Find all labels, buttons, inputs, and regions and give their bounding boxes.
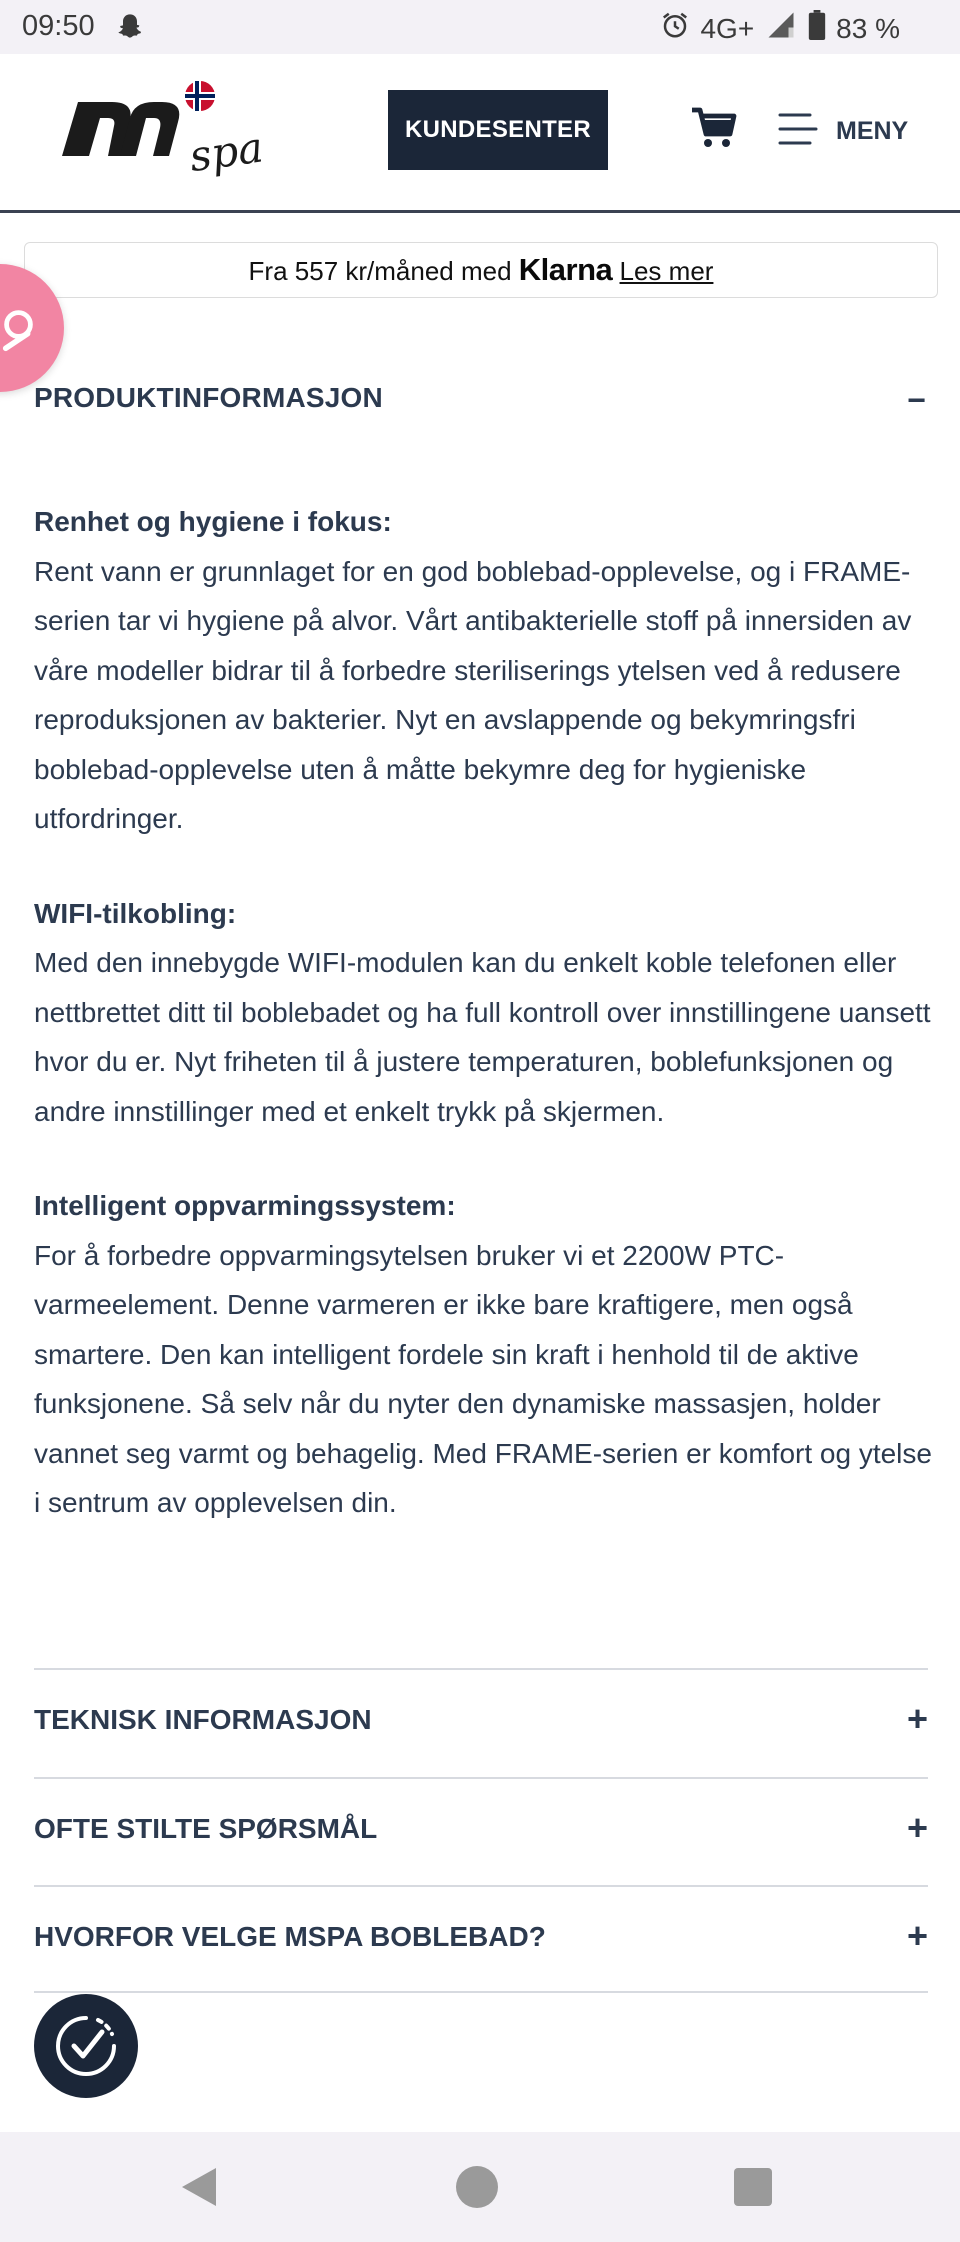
accordion-hvorfor-velge-mspa[interactable] <box>34 1885 928 1993</box>
cart-icon[interactable] <box>690 106 738 155</box>
signal-icon <box>764 10 798 47</box>
menu-label: MENY <box>836 117 909 145</box>
accordion-label: HVORFOR VELGE MSPA BOBLEBAD? <box>34 1921 546 1952</box>
section-heading: Renhet og hygiene i fokus: <box>34 506 392 537</box>
cookie-consent-icon <box>52 2012 120 2080</box>
back-icon[interactable] <box>180 2166 218 2213</box>
accordion-teknisk-informasjon[interactable] <box>34 1668 928 1776</box>
expand-icon: + <box>906 1807 928 1848</box>
recents-icon[interactable] <box>734 2168 772 2206</box>
menu-toggle[interactable] <box>778 112 908 151</box>
snapchat-ghost-icon <box>116 12 144 45</box>
klarna-price: Fra 557 kr/måned med <box>248 256 512 286</box>
menu-lines-icon <box>778 112 818 151</box>
expand-icon: + <box>906 1915 928 1956</box>
section-body: Rent vann er grunnlaget for en god boblebad-opplevelse, og i FRAME-serien tar vi hygiene på alvor. Vårt antibakterielle stoff på innersiden av våre modeller bidrar til å forbedre steriliserings ytelsen ved å redusere reproduksjonen av bakterier. Nyt en avslappende og bekymringsfri boblebad-opplevelse uten å måtte bekymre deg for hygieniske utfordringer. <box>34 555 912 834</box>
search-icon <box>2 308 46 352</box>
produktinformasjon-title: PRODUKTINFORMASJON <box>34 382 383 413</box>
norway-flag-icon <box>185 81 215 111</box>
accordion-label: TEKNISK INFORMASJON <box>34 1704 372 1735</box>
accordion-label: OFTE STILTE SPØRSMÅL <box>34 1813 378 1844</box>
kundesenter-button[interactable]: KUNDESENTER <box>388 90 608 170</box>
battery-level: 83 % <box>836 12 900 44</box>
home-icon[interactable] <box>456 2166 498 2208</box>
section-heading: Intelligent oppvarmingssystem: <box>34 1190 456 1221</box>
klarna-read-more-link[interactable]: Les mer <box>619 256 714 286</box>
battery-icon <box>808 10 826 47</box>
klarna-banner <box>24 242 938 298</box>
expand-icon: + <box>906 1698 928 1739</box>
accordion-ofte-stilte-sporsmal[interactable] <box>34 1777 928 1885</box>
system-nav-bar <box>0 2132 960 2242</box>
klarna-logo: Klarna <box>518 252 613 287</box>
accordion-divider <box>34 1991 928 1993</box>
mspa-logo[interactable] <box>54 76 294 191</box>
product-description <box>34 497 934 1573</box>
status-time: 09:50 <box>22 10 95 42</box>
cookie-consent-button[interactable] <box>34 1994 138 2098</box>
section-heading: WIFI-tilkobling: <box>34 897 237 929</box>
site-header <box>0 54 960 213</box>
alarm-icon <box>660 10 690 47</box>
network-type: 4G+ <box>700 12 755 44</box>
status-bar <box>0 0 960 54</box>
produktinformasjon-toggle[interactable] <box>34 382 926 418</box>
collapse-icon: − <box>907 382 926 418</box>
svg-text:spa: spa <box>186 122 267 182</box>
section-body: For å forbedre oppvarmingsytelsen bruker vi et 2200W PTC-varmeelement. Denne varmeren er ikke bare kraftigere, men også smartere. Den kan intelligent fordele sin kraft i henhold til de aktive funksjonene. Så selv når du nyter den dynamiske massasjen, holder vannet seg varmt og behagelig. Med FRAME-serien er komfort og ytelse i sentrum av opplevelsen din. <box>34 1239 932 1518</box>
section-body: Med den innebygde WIFI-modulen kan du enkelt koble telefonen eller nettbrettet ditt til boblebadet og ha full kontroll over innstillingene uansett hvor du er. Nyt friheten til å justere temperaturen, boblefunksjonen og andre innstillinger med et enkelt trykk på skjermen. <box>34 947 931 1127</box>
